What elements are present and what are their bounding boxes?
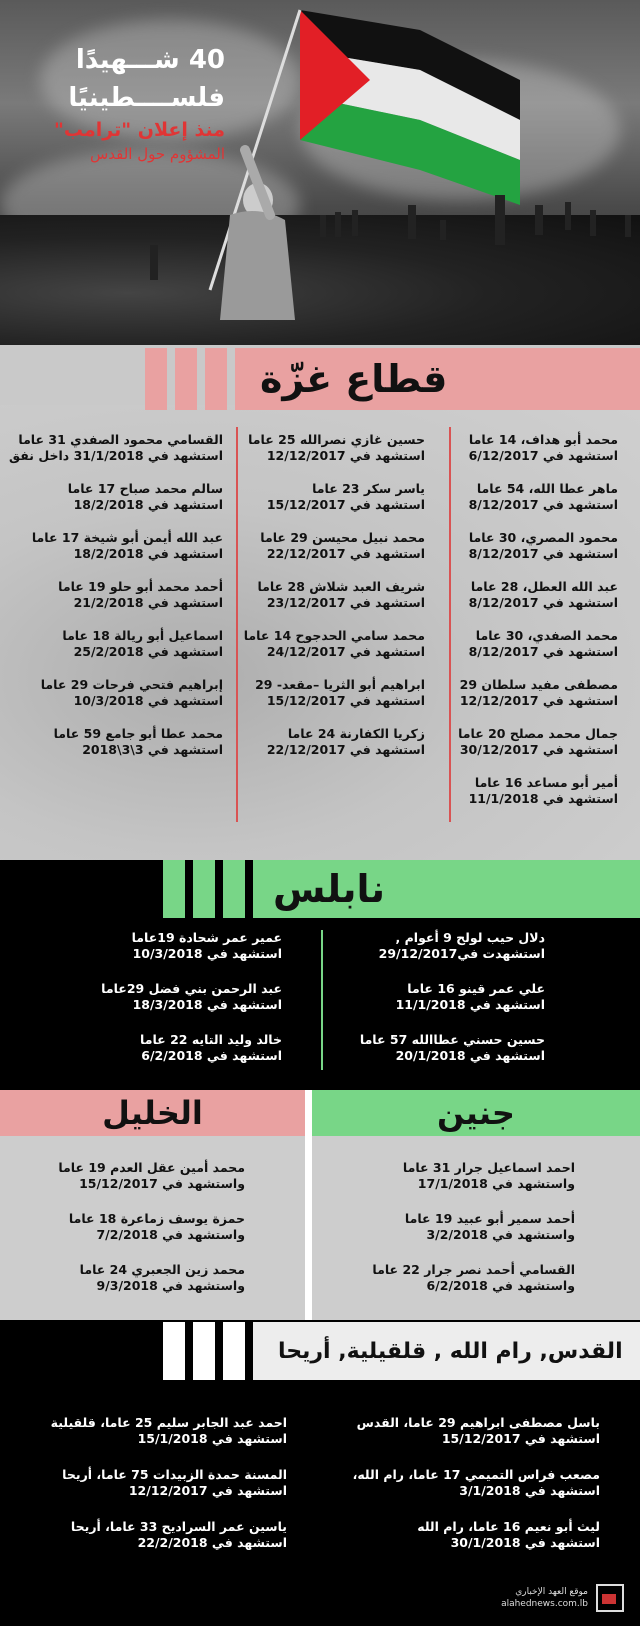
martyr-date: واستشهد في 3/2/2018 — [426, 1227, 575, 1242]
martyr-name: ابراهيم أبو الثريا –مقعد- 29 — [255, 677, 425, 692]
martyr-entry — [438, 628, 618, 660]
martyr-name: اسماعيل أبو ريالة 18 عاما — [62, 628, 223, 643]
martyr-entry — [17, 1467, 287, 1499]
martyr-date: استشهد في 25/2/2018 — [73, 644, 223, 659]
gaza-column-left — [9, 432, 223, 775]
martyr-entry — [345, 930, 545, 962]
martyr-entry — [62, 1032, 282, 1064]
martyr-name: القسامي محمود الصفدي 31 عاما — [18, 432, 223, 447]
martyr-entry — [335, 1160, 575, 1192]
martyr-entry — [235, 677, 425, 709]
martyr-date: استشهد في 22/12/2017 — [266, 742, 425, 757]
header-stripe — [223, 860, 245, 918]
martyr-name: عبد الله العطل، 28 عاما — [470, 579, 618, 594]
hebron-list — [5, 1160, 245, 1313]
martyr-entry — [438, 677, 618, 709]
figure-body — [220, 211, 295, 320]
martyr-date: استشهد في 18/3/2018 — [132, 997, 282, 1012]
martyr-entry — [438, 530, 618, 562]
jenin-title: جنين — [312, 1090, 640, 1136]
martyr-entry — [13, 481, 223, 513]
martyr-date: استشهد في 15/12/2017 — [266, 693, 425, 708]
header-stripe — [175, 348, 197, 410]
gaza-section — [0, 345, 640, 860]
hebron-title: الخليل — [0, 1090, 305, 1136]
quds-column-left — [17, 1415, 287, 1571]
martyr-name: عبد الله أيمن أبو شيخة 17 عاما — [31, 530, 223, 545]
martyr-entry — [235, 432, 425, 464]
gaza-column-right — [438, 432, 618, 824]
nablus-title: نابلس — [273, 867, 386, 911]
martyr-name: زكريا الكفارنة 24 عاما — [287, 726, 425, 741]
martyr-date: استشهد في 20/1/2018 — [395, 1048, 545, 1063]
martyr-name: خالد وليد التايه 22 عاما — [140, 1032, 282, 1047]
martyr-entry — [235, 628, 425, 660]
martyr-name: أحمد محمد أبو حلو 19 عاما — [58, 579, 223, 594]
martyr-entry — [17, 1415, 287, 1447]
martyr-name: محمد عطا أبو جامع 59 عاما — [53, 726, 223, 741]
header-stripe — [193, 1322, 215, 1380]
footer-text — [501, 1586, 588, 1610]
martyr-entry — [340, 1519, 600, 1551]
martyr-date: استشهد في 8/12/2017 — [468, 497, 618, 512]
header-stripe — [193, 860, 215, 918]
quds-title: القدس, رام الله , قلقيلية, أريحا — [278, 1338, 623, 1364]
martyr-name: حسين حسني عطاالله 57 عاما — [359, 1032, 545, 1047]
martyr-date: واستشهد في 15/12/2017 — [79, 1176, 245, 1191]
jenin-hebron-section — [0, 1090, 640, 1320]
martyr-entry — [438, 579, 618, 611]
martyr-name: محمد نبيل محيسن 29 عاما — [260, 530, 425, 545]
martyr-entry — [13, 579, 223, 611]
footer-site-url: alahednews.com.lb — [501, 1599, 588, 1609]
martyr-date: استشهد في 11/1/2018 — [468, 791, 618, 806]
hero-subtitle-line2: المشؤوم حول القدس — [89, 145, 225, 163]
martyr-name: باسل مصطفى ابراهيم 29 عاما، القدس — [356, 1415, 600, 1430]
martyr-date: استشهد في 12/12/2017 — [128, 1483, 287, 1498]
martyr-date: استشهد في 18/2/2018 — [73, 546, 223, 561]
martyr-date: استشهد في 30/1/2018 — [450, 1535, 600, 1550]
martyr-name: دلال حيب لولح 9 أعوام , — [395, 930, 545, 945]
martyr-name: حمزة يوسف زماعرة 18 عاما — [68, 1211, 245, 1226]
martyr-name: المسنة حمدة الزبيدات 75 عاما، أريحا — [62, 1467, 287, 1482]
martyr-date: استشهد في 6/12/2017 — [468, 448, 618, 463]
gaza-title: قطاع غزّة — [260, 357, 448, 401]
martyr-entry — [235, 579, 425, 611]
site-logo-icon[interactable] — [596, 1584, 624, 1612]
martyr-date: واستشهد في 17/1/2018 — [417, 1176, 575, 1191]
nablus-column-left — [62, 930, 282, 1083]
martyr-date: استشهد في 21/2/2018 — [73, 595, 223, 610]
martyr-name: محمد أمين عقل العدم 19 عاما — [58, 1160, 245, 1175]
martyr-entry — [438, 481, 618, 513]
footer-branding — [501, 1584, 624, 1612]
martyr-name: محمود المصري، 30 عاما — [468, 530, 618, 545]
martyr-date: استشهد في 24/12/2017 — [266, 644, 425, 659]
martyr-name: القسامي أحمد نصر جرار 22 عاما — [372, 1262, 575, 1277]
martyr-date: واستشهد في 7/2/2018 — [96, 1227, 245, 1242]
martyr-date: استشهد في 18/2/2018 — [73, 497, 223, 512]
martyr-entry — [335, 1211, 575, 1243]
martyr-entry — [9, 432, 223, 464]
martyr-entry — [62, 981, 282, 1013]
martyr-entry — [235, 530, 425, 562]
martyr-entry — [13, 677, 223, 709]
martyr-entry — [13, 530, 223, 562]
martyr-entry — [438, 775, 618, 807]
martyr-entry — [345, 981, 545, 1013]
martyr-date: استشهد في 8/12/2017 — [468, 546, 618, 561]
martyr-name: ياسين عمر السراديح 33 عاما، أريحا — [70, 1519, 287, 1534]
martyr-entry — [5, 1262, 245, 1294]
martyr-entry — [438, 432, 618, 464]
column-separator — [321, 930, 323, 1070]
hero-banner — [0, 0, 640, 345]
header-stripe — [223, 1322, 245, 1380]
martyr-date: استشهد في 22/2/2018 — [137, 1535, 287, 1550]
gaza-column-middle — [235, 432, 425, 775]
martyr-name: جمال محمد مصلح 20 عاما — [458, 726, 618, 741]
martyr-name: عمير عمر شحادة 19عاما — [131, 930, 282, 945]
martyr-entry — [5, 1160, 245, 1192]
nablus-section — [0, 860, 640, 1090]
martyr-date: استشهد في 3/1/2018 — [459, 1483, 600, 1498]
martyr-name: أمير أبو مساعد 16 عاما — [474, 775, 618, 790]
martyr-entry — [17, 1519, 287, 1551]
martyr-name: شريف العبد شلاش 28 عاما — [257, 579, 425, 594]
martyr-name: إبراهيم فتحي فرحات 29 عاما — [40, 677, 223, 692]
martyr-name: سالم محمد صباح 17 عاما — [67, 481, 223, 496]
header-stripe — [163, 1322, 185, 1380]
martyr-date: استشهد في 3\3\2018 — [82, 742, 223, 757]
martyr-entry — [438, 726, 618, 758]
martyr-entry — [345, 1032, 545, 1064]
martyr-entry — [235, 726, 425, 758]
martyr-date: استشهد في 15/12/2017 — [266, 497, 425, 512]
martyr-name: محمد سامي الحدجوح 14 عاما — [243, 628, 425, 643]
martyr-entry — [13, 726, 223, 758]
jenin-list — [335, 1160, 575, 1313]
martyr-date: استشهد في 10/3/2018 — [73, 693, 223, 708]
martyr-name: محمد الصفدي، 30 عاما — [475, 628, 618, 643]
martyr-date: استشهد في 8/12/2017 — [468, 644, 618, 659]
quds-column-right — [340, 1415, 600, 1571]
martyr-name: ياسر سكر 23 عاما — [312, 481, 425, 496]
hero-title — [54, 45, 225, 163]
hebron-panel — [0, 1090, 305, 1320]
quds-header-band — [163, 1322, 640, 1380]
martyr-entry — [340, 1467, 600, 1499]
nablus-header-band — [163, 860, 640, 918]
martyr-name: مصطفى مفيد سلطان 29 — [459, 677, 618, 692]
martyr-name: محمد زين الجعبري 24 عاما — [79, 1262, 245, 1277]
martyr-entry — [340, 1415, 600, 1447]
jenin-panel — [312, 1090, 640, 1320]
header-stripe — [163, 860, 185, 918]
martyr-name: مصعب فراس التميمي 17 عاما، رام الله، — [352, 1467, 600, 1482]
martyr-date: واستشهد في 9/3/2018 — [96, 1278, 245, 1293]
martyr-date: استشهد في 6/2/2018 — [141, 1048, 282, 1063]
martyr-entry — [13, 628, 223, 660]
martyr-date: استشهدت في29/12/2017 — [378, 946, 545, 961]
martyr-date: استشهد في 22/12/2017 — [266, 546, 425, 561]
quds-section — [0, 1320, 640, 1626]
martyr-name: ماهر عطا الله، 54 عاما — [476, 481, 618, 496]
gaza-header-band — [145, 348, 640, 410]
martyr-date: استشهد في 31/1/2018 داخل نفق — [9, 448, 223, 463]
martyr-date: استشهد في 12/12/2017 — [266, 448, 425, 463]
martyr-date: استشهد في 11/1/2018 — [395, 997, 545, 1012]
martyr-entry — [235, 481, 425, 513]
crowd-silhouettes — [150, 195, 631, 280]
nablus-column-right — [345, 930, 545, 1083]
footer-site-name: موقع العهد الإخباري — [515, 1587, 588, 1597]
martyr-name: حسين غازي نصرالله 25 عاما — [248, 432, 425, 447]
martyr-date: استشهد في 30/12/2017 — [459, 742, 618, 757]
hero-subtitle-line1: منذ إعلان "ترامب" — [54, 119, 225, 141]
header-stripe — [145, 348, 167, 410]
martyr-date: واستشهد في 6/2/2018 — [426, 1278, 575, 1293]
martyr-date: استشهد في 12/12/2017 — [459, 693, 618, 708]
martyr-date: استشهد في 8/12/2017 — [468, 595, 618, 610]
martyr-name: علي عمر قينو 16 عاما — [407, 981, 545, 996]
martyr-entry — [5, 1211, 245, 1243]
martyr-entry — [335, 1262, 575, 1294]
header-stripe — [205, 348, 227, 410]
martyr-date: استشهد في 15/12/2017 — [441, 1431, 600, 1446]
martyr-name: أحمد سمير أبو عبيد 19 عاما — [404, 1211, 575, 1226]
martyr-name: احمد اسماعيل جرار 31 عاما — [402, 1160, 575, 1175]
martyr-name: عبد الرحمن بني فضل 29عاما — [101, 981, 282, 996]
martyr-name: ليث أبو نعيم 16 عاما، رام الله — [417, 1519, 600, 1534]
martyr-entry — [62, 930, 282, 962]
hero-title-line1: 40 شـــهيدًا — [75, 45, 225, 75]
martyr-date: استشهد في 10/3/2018 — [132, 946, 282, 961]
hero-title-line2: فلســــطينيًا — [68, 83, 225, 113]
martyr-date: استشهد في 23/12/2017 — [266, 595, 425, 610]
martyr-name: محمد أبو هداف، 14 عاما — [468, 432, 618, 447]
martyr-date: استشهد في 15/1/2018 — [137, 1431, 287, 1446]
martyr-name: احمد عبد الجابر سليم 25 عاما، قلقيلية — [50, 1415, 287, 1430]
